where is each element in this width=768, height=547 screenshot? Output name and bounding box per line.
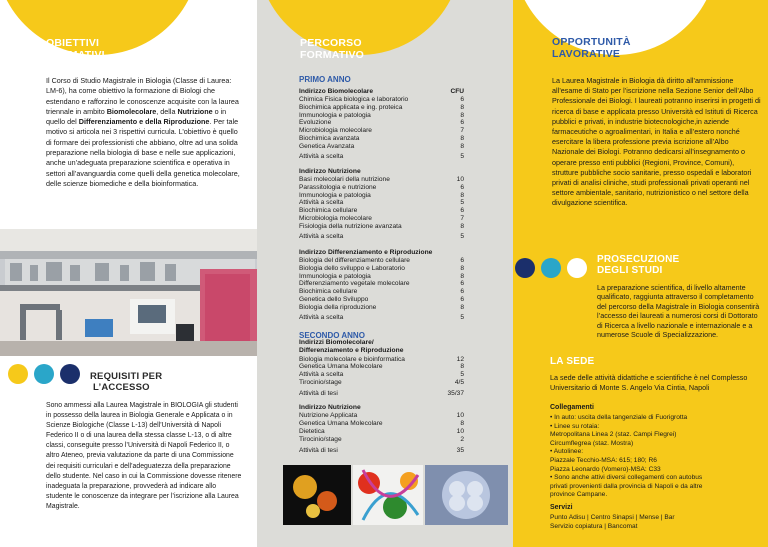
course-cfu: 6	[460, 257, 464, 265]
course-cfu: 8	[460, 303, 464, 311]
course-name: Parassitologia e nutrizione	[299, 184, 377, 191]
course-row	[299, 363, 464, 371]
list-item: privati provenienti dalla provincia di Napoli e da altre	[550, 482, 703, 490]
tesi-row	[299, 390, 464, 398]
course-cfu: 12	[456, 355, 464, 363]
list-item: Piazzale Tecchio-MSA: 615; 180; R6	[550, 456, 657, 464]
intro-text-run: . Per tale motivo si articola nei 3 rispettivi curricula. L’obiettivo è quello di formare dei professionisti che abbiano, oltre ad una solida preparazione nella biologia di base e nelle sue applicazioni, anche un’adeguata preparazione scientifica e operativa in settori all’avanguardia come quelli della genetica molecolare, delle scienze biomediche e della bioinformatica.	[46, 117, 240, 188]
course-row	[299, 257, 464, 265]
course-row	[299, 371, 464, 379]
course-cfu: 5	[460, 371, 464, 379]
group-title: Indirizzo Biomolecolare	[299, 88, 374, 95]
course-row	[299, 223, 464, 231]
laboratory-photo	[0, 229, 257, 356]
course-row	[299, 192, 464, 200]
list-item: Metropolitana Linea 2 (staz. Campi Flegrei)	[550, 431, 677, 439]
course-name: Differenziamento vegetale molecolare	[299, 280, 410, 288]
dot-navy	[515, 258, 535, 278]
dot-navy	[60, 364, 80, 384]
list-item: • In auto: uscita della tangenziale di Fuorigrotta	[550, 414, 688, 421]
course-cfu: 7	[460, 127, 464, 135]
intro-text-run: o in quello del	[46, 106, 227, 127]
course-name: Biochimica cellulare	[299, 288, 358, 296]
servizi-list	[550, 514, 760, 531]
dot-teal	[34, 364, 54, 384]
course-name: Tirocinio/stage	[299, 379, 342, 387]
course-row	[299, 428, 464, 436]
course-cfu: 10	[456, 412, 464, 420]
list-item: • Autolinee:	[550, 448, 584, 456]
biology-images	[283, 465, 508, 525]
list-item: Piazza Leonardo (Vomero)-MSA: C33	[550, 465, 661, 473]
course-cfu: 35/37	[447, 390, 464, 398]
requisiti-heading-line2: L’ACCESSO	[93, 382, 150, 393]
course-name: Biologia molecolare e bioinformatica	[299, 355, 405, 363]
course-name: Immunologia e patologia	[299, 272, 371, 280]
course-row	[299, 280, 464, 288]
course-name: Biologia del differenziamento cellulare	[299, 257, 410, 265]
course-row	[299, 288, 464, 296]
course-cfu: 7	[460, 214, 464, 222]
course-name: Attività a scelta	[299, 199, 344, 207]
dot-yellow	[8, 364, 28, 384]
course-name: Attività a scelta	[299, 314, 344, 322]
course-cfu: 8	[460, 420, 464, 428]
course-name: Tirocinio/stage	[299, 436, 342, 443]
group-title: Indirizzo Nutrizione	[299, 168, 361, 175]
obiettivi-heading-line2: FORMATIVI	[46, 49, 105, 61]
course-cfu: 10	[456, 428, 464, 436]
course-name: Biochimica cellulare	[299, 207, 358, 215]
course-row	[299, 420, 464, 428]
percorso-heading-line1: PERCORSO	[300, 37, 362, 49]
tesi-row	[299, 447, 464, 455]
list-item: Circumflegrea (staz. Mostra)	[550, 439, 634, 447]
course-row	[299, 184, 464, 192]
course-name: Nutrizione Applicata	[299, 412, 358, 420]
course-row	[299, 119, 464, 127]
collegamenti-list	[550, 414, 760, 500]
course-name: Genetica Umana Molecolare	[299, 420, 383, 428]
course-cfu: 5	[460, 314, 464, 322]
list-item: Punto Adisu | Centro Sinapsi | Mense | Bar	[550, 514, 675, 521]
intro-bold-term: Biomolecolare	[106, 106, 157, 116]
group-title: Indirizzi Biomolecolare/ Differenziamento e Riproduzione	[299, 339, 404, 354]
opportunita-text: La Laurea Magistrale in Biologia dà diritto all’ammissione all’esame di Stato per l’iscrizione nella Sezione Senior dell’Albo Professionale dei Biologi. I laureati potranno inserirsi in progetti di ricerca di base e applicata presso Università ed Istituti di Ricerca pubblici e privati, in industrie biotecnologiche,in aziende farmaceutiche o agroalimentari, in Italia e all’estero nonché esercitare la libera professione previa iscrizione all’Albo Nazionale dei Biologi. Potranno dedicarsi all’insegnamento o operare presso enti pubblici (Regioni, Province, Comuni), strutture pubbliche socio sanitarie, presso ospedali e laboratori privati di analisi cliniche, studi professionali privati operanti nel settore ambientale, sanitario, nutrizionistico o nel settore della divulgazione scientifica.	[552, 76, 761, 208]
course-cfu: 6	[460, 280, 464, 288]
course-name: Attività a scelta	[299, 233, 344, 241]
course-cfu: 6	[460, 288, 464, 296]
attivita-row	[299, 314, 464, 322]
course-name: Immunologia e patologia	[299, 191, 371, 199]
course-cfu: 5	[460, 233, 464, 241]
course-row	[299, 112, 464, 120]
course-cfu: 5	[460, 153, 464, 161]
requisiti-heading	[90, 371, 162, 393]
list-item: • Linee su rotaia:	[550, 422, 600, 430]
intro-bold-term: Nutrizione	[177, 106, 213, 116]
course-row	[299, 215, 464, 223]
course-row	[299, 273, 464, 281]
course-name: Attività di tesi	[299, 446, 338, 454]
collegamenti-label: Collegamenti	[550, 404, 594, 411]
course-name: Genetica Avanzata	[299, 142, 355, 150]
course-cfu: 6	[460, 119, 464, 127]
panel-opportunita	[513, 0, 768, 547]
intro-text-run: Il Corso di Studio Magistrale in Biologia (Classe di Laurea: LM-6), ha come obiettivo la formazione di Biologi che estendano e rafforzino le conoscenze acquisite con la laurea triennale in ambito	[46, 76, 239, 116]
attivita-row	[299, 233, 464, 241]
course-row	[299, 96, 464, 104]
course-row	[299, 436, 464, 444]
sede-heading: LA SEDE	[550, 356, 595, 367]
course-cfu: 8	[460, 272, 464, 280]
course-name: Chimica Fisica biologica e laboratorio	[299, 96, 409, 104]
course-row	[299, 304, 464, 312]
opportunita-heading-line1: OPPORTUNITÀ	[552, 36, 631, 48]
course-name: Immunologia e patologia	[299, 111, 371, 119]
course-row	[299, 356, 464, 364]
course-name: Genetica dello Sviluppo	[299, 295, 369, 303]
course-cfu: 8	[460, 222, 464, 230]
course-cfu: 8	[460, 363, 464, 371]
course-name: Basi molecolari della nutrizione	[299, 176, 390, 184]
obiettivi-heading	[46, 37, 105, 61]
course-row	[299, 199, 464, 207]
prosecuzione-heading-line2: DEGLI STUDI	[597, 265, 663, 276]
course-cfu: 2	[460, 436, 464, 443]
course-name: Microbiologia molecolare	[299, 214, 372, 222]
course-cfu: 6	[460, 184, 464, 191]
intro-text-run: , della	[156, 106, 178, 116]
servizi-label: Servizi	[550, 504, 573, 511]
course-cfu: 10	[456, 176, 464, 184]
obiettivi-heading-line1: OBIETTIVI	[46, 37, 100, 49]
attivita-row	[299, 153, 464, 161]
opportunita-heading	[552, 36, 631, 60]
course-cfu: 8	[460, 142, 464, 150]
primo-anno-label: PRIMO ANNO	[299, 75, 351, 84]
decorative-dots	[513, 258, 593, 272]
course-cfu: 8	[460, 111, 464, 119]
course-name: Genetica Umana Molecolare	[299, 363, 383, 371]
course-cfu: 6	[460, 96, 464, 104]
course-cfu: 35	[456, 446, 464, 454]
list-item: province Campane.	[550, 491, 608, 499]
course-cfu: 6	[460, 295, 464, 303]
prosecuzione-heading-line1: PROSECUZIONE	[597, 254, 680, 265]
dot-white	[567, 258, 587, 278]
course-row	[299, 176, 464, 184]
prosecuzione-heading	[597, 254, 679, 276]
course-row	[299, 127, 464, 135]
course-cfu: 6	[460, 207, 464, 215]
cfu-header	[299, 88, 464, 96]
course-name: Attività di tesi	[299, 390, 338, 398]
requisiti-heading-line1: REQUISITI PER	[90, 371, 163, 382]
secondo-anno-label: SECONDO ANNO	[299, 331, 365, 340]
list-item: Servizio copiatura | Bancomat	[550, 522, 638, 530]
obiettivi-text	[46, 76, 242, 189]
decorative-dots	[8, 364, 88, 378]
course-name: Fisiologia della nutrizione avanzata	[299, 222, 402, 230]
course-row	[299, 104, 464, 112]
panel-percorso	[257, 0, 513, 547]
course-row	[299, 296, 464, 304]
cfu-label: CFU	[450, 88, 464, 95]
intro-bold-term: Differenziamento e della Riproduzione	[78, 117, 210, 127]
course-row	[299, 265, 464, 273]
course-row	[299, 143, 464, 151]
course-name: Biologia dello sviluppo e Laboratorio	[299, 265, 405, 272]
course-name: Biochimica applicata e ing. proteica	[299, 104, 403, 111]
course-cfu: 8	[460, 104, 464, 111]
opportunita-heading-line2: LAVORATIVE	[552, 48, 621, 60]
course-name: Microbiologia molecolare	[299, 127, 372, 135]
course-name: Biochimica avanzata	[299, 134, 360, 142]
percorso-heading-line2: FORMATIVO	[300, 49, 365, 61]
list-item: • Sono anche attivi diversi collegamenti con autobus	[550, 474, 703, 482]
course-row	[299, 207, 464, 215]
course-name: Dietetica	[299, 428, 325, 436]
group-title: Indirizzo Differenziamento e Riproduzione	[299, 249, 433, 256]
course-cfu: 8	[460, 134, 464, 142]
sede-text: La sede delle attività didattiche e scientifiche è nel Complesso Universitario di Monte S. Angelo Via Cintia, Napoli	[550, 373, 748, 392]
course-row	[299, 379, 464, 387]
requisiti-text: Sono ammessi alla Laurea Magistrale in BIOLOGIA gli studenti in possesso della laurea in Biologia Generale e Applicata o in Scienze Biologiche (Classe L-13) dell’Università di Napoli Federico II o di una laurea della stessa classe L-13, o di altre classi, conseguite presso l’Università di Napoli Federico II, o altro Ateneo, previa valutazione da parte di una Commissione dei requisiti curriculari e dell’adeguatezza della preparazione dello studente. Nel caso in cui la Commissione dovesse ritenere inadeguata la preparazione, provvederà ad indicare allo studente le conoscenze da integrare per l’iscrizione alla Laurea Magistrale.	[46, 402, 242, 510]
dot-teal	[541, 258, 561, 278]
panel-obiettivi	[0, 0, 257, 547]
course-cfu: 8	[460, 265, 464, 272]
course-row	[299, 135, 464, 143]
course-cfu: 8	[460, 191, 464, 199]
prosecuzione-text: La preparazione scientifica, di livello altamente qualificato, raggiunta attraverso il completamento del percorso della Magistrale in Biologia consentirà l’accesso dei laureati a numerosi corsi di Dottorato di Ricerca a livello nazionale e internazionale e a numerose Scuole di Specializzazione.	[597, 283, 760, 340]
course-cfu: 4/5	[454, 379, 464, 387]
course-name: Attività a scelta	[299, 371, 344, 379]
group-title: Indirizzo Nutrizione	[299, 404, 361, 411]
course-row	[299, 412, 464, 420]
percorso-heading	[300, 37, 364, 61]
course-name: Evoluzione	[299, 119, 332, 127]
course-cfu: 5	[460, 199, 464, 207]
course-name: Biologia della riproduzione	[299, 303, 377, 311]
course-name: Attività a scelta	[299, 153, 344, 161]
